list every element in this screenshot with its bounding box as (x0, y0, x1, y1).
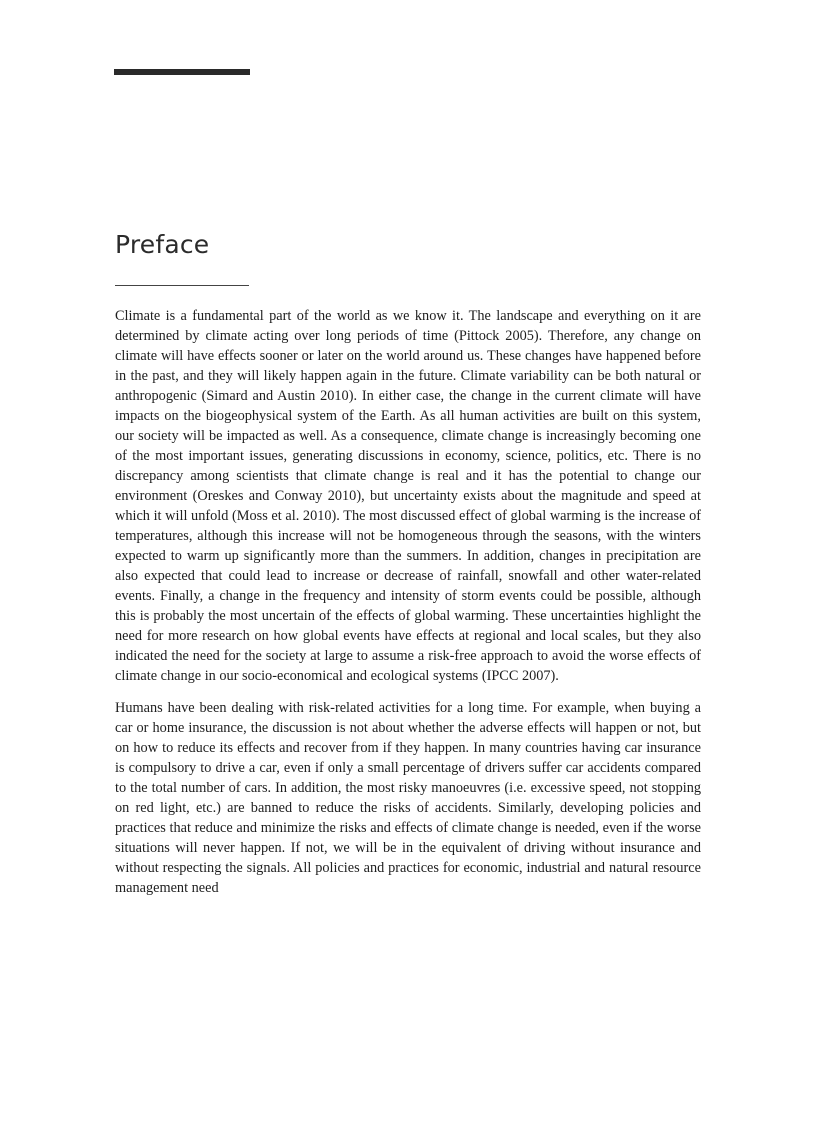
chapter-top-rule (114, 69, 250, 75)
paragraph-2: Humans have been dealing with risk-related activities for a long time. For example, when buying a car or home insurance, the discussion is not about whether the adverse effects will happen or not, but on how to reduce its effects and recover from if they happen. In many countries having car insurance is compulsory to drive a car, even if only a small percentage of drivers suffer car accidents compared to the total number of cars. In addition, the most risky manoeuvres (i.e. excessive speed, not stopping on red light, etc.) are banned to reduce the risks of accidents. Similarly, developing policies and practices that reduce and minimize the risks and effects of climate change is needed, even if the worse situations will never happen. If not, we will be in the equivalent of driving without insurance and without respecting the signals. All policies and practices for economic, industrial and natural resource management need (115, 700, 701, 896)
preface-body (115, 306, 701, 910)
chapter-title-underline (115, 285, 249, 286)
paragraph-1: Climate is a fundamental part of the world as we know it. The landscape and everything on it are determined by climate acting over long periods of time (Pittock 2005). Therefore, any change on climate will have effects sooner or later on the world around us. These changes have happened before in the past, and they will likely happen again in the future. Climate variability can be both natural or anthropogenic (Simard and Austin 2010). In either case, the change in the current climate will have impacts on the biogeophysical system of the Earth. As all human activities are built on this system, our society will be impacted as well. As a consequence, climate change is increasingly becoming one of the most important issues, generating discussions in economy, science, politics, etc. There is no discrepancy among scientists that climate change is real and it has the potential to change our environment (Oreskes and Conway 2010), but uncertainty exists about the magnitude and speed at which it will unfold (Moss et al. 2010). The most discussed effect of global warming is the increase of temperatures, although this increase will not be homogeneous through the seasons, with the winters expected to warm up significantly more than the summers. In addition, changes in precipitation are also expected that could lead to increase or decrease of rainfall, snowfall and other water-related events. Finally, a change in the frequency and intensity of storm events could be possible, although this is probably the most uncertain of the effects of global warming. These uncertainties highlight the need for more research on how global events have effects at regional and local scales, but they also indicated the need for the society at large to assume a risk-free approach to avoid the worse effects of climate change in our socio-economical and ecological systems (IPCC 2007). (115, 308, 701, 684)
chapter-title: Preface (115, 230, 210, 259)
